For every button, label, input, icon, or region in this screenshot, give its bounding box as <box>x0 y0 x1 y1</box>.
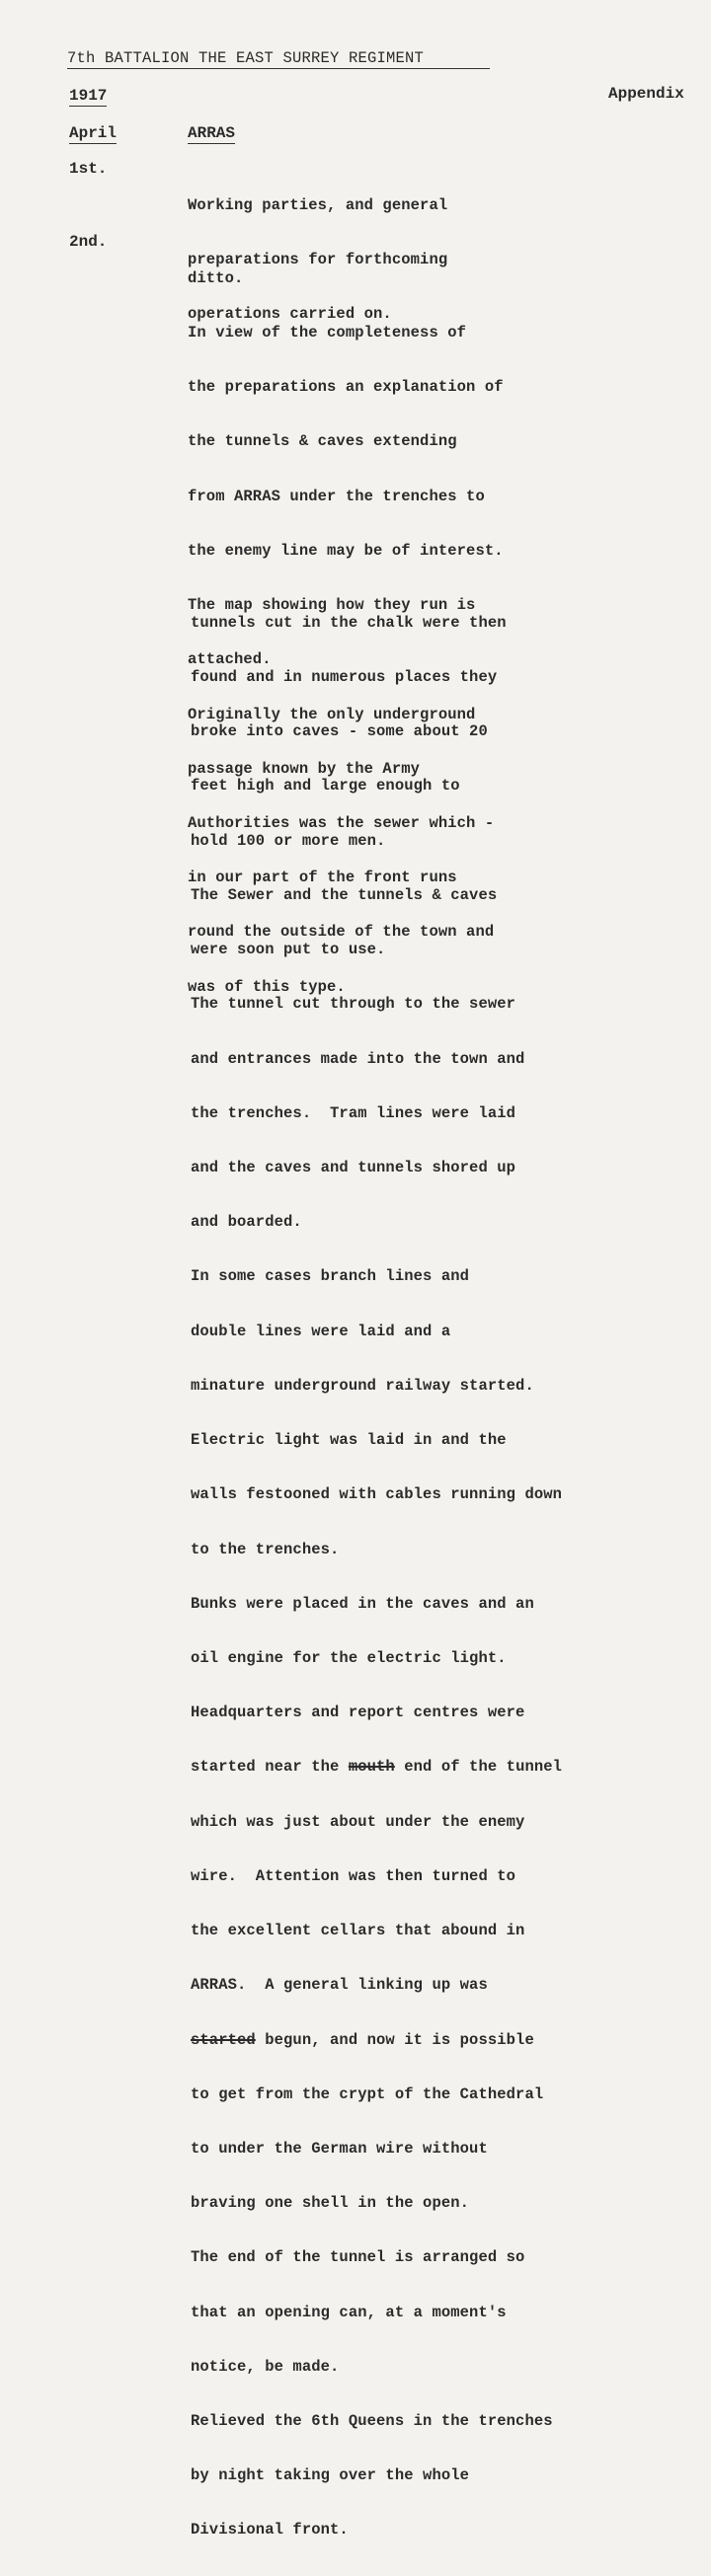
entry-line: was of this type. <box>188 977 346 996</box>
entry-line: the excellent cellars that abound in <box>191 1922 525 1940</box>
struck-line-after: end of the tunnel <box>394 1758 563 1777</box>
entry-line: ARRAS. A general linking up was <box>191 1976 488 1995</box>
struck-word: started <box>191 2030 256 2049</box>
entry-line: attached. <box>188 650 272 669</box>
entry-line: the enemy line may be of interest. <box>188 541 504 560</box>
entry-line: walls festooned with cables running down <box>191 1485 563 1504</box>
entry-date-2: 2nd. <box>69 233 108 251</box>
appendix-label: Appendix <box>608 85 684 103</box>
entry-line: Authorities was the sewer which - <box>188 814 495 832</box>
entry-line: In some cases branch lines and <box>191 1267 470 1286</box>
entry-line: passage known by the Army <box>188 759 421 778</box>
entry-line: to under the German wire without <box>191 2139 488 2158</box>
entry-line: Originally the only underground <box>188 705 476 723</box>
entry-line: Headquarters and report centres were <box>191 1704 525 1722</box>
entry-line: In view of the completeness of <box>188 324 467 342</box>
entry-line: Divisional front. <box>191 2521 349 2539</box>
continuation-text <box>191 577 562 2576</box>
entry-line: and boarded. <box>191 1213 302 1232</box>
entry-line: The end of the tunnel is arranged so <box>191 2248 525 2267</box>
entry-line: operations carried on. <box>188 305 392 324</box>
entry-line: Electric light was laid in and the <box>191 1431 507 1450</box>
entry-line: ditto. <box>188 268 244 287</box>
entry-line: and the caves and tunnels shored up <box>191 1159 516 1176</box>
entry-line: the trenches. Tram lines were laid <box>191 1103 516 1122</box>
struck-line-after: begun, and now it is possible <box>255 2030 534 2049</box>
entry-line: to get from the crypt of the Cathedral <box>191 2084 544 2103</box>
entry-line: oil engine for the electric light. <box>191 1648 507 1667</box>
struck-line <box>191 1758 562 1776</box>
entry-line: preparations for forthcoming <box>188 251 448 269</box>
entry-line: hold 100 or more men. <box>191 831 386 850</box>
entry-line: The map showing how they run is <box>188 596 476 615</box>
entry-line: minature underground railway started. <box>191 1376 534 1395</box>
entry-date-1: 1st. <box>69 160 108 178</box>
entry-line: in our part of the front runs <box>188 869 457 887</box>
entry-line: found and in numerous places they <box>191 668 498 687</box>
entry-line: feet high and large enough to <box>191 777 460 796</box>
struck-line <box>191 2031 562 2049</box>
entry-line: braving one shell in the open. <box>191 2194 470 2213</box>
entry-line: tunnels cut in the chalk were then <box>191 613 507 632</box>
entry-line: and entrances made into the town and <box>191 1049 525 1068</box>
entry-line: broke into caves - some about 20 <box>191 722 488 741</box>
entry-line: the preparations an explanation of <box>188 378 504 397</box>
entry-line: the tunnels & caves extending <box>188 432 457 451</box>
entry-line: Bunks were placed in the caves and an <box>191 1594 534 1613</box>
entry-line: which was just about under the enemy <box>191 1812 525 1831</box>
entry-line: notice, be made. <box>191 2357 340 2376</box>
month-heading: April <box>69 124 118 142</box>
entry-line: wire. Attention was then turned to <box>191 1866 516 1885</box>
entry-line: by night taking over the whole <box>191 2466 470 2485</box>
entry-line: Relieved the 6th Queens in the trenches <box>191 2412 553 2431</box>
struck-word: mouth <box>348 1758 395 1777</box>
entry-line: double lines were laid and a <box>191 1322 451 1340</box>
entry-line: were soon put to use. <box>191 941 386 959</box>
entry-line: Working parties, and general <box>188 195 448 214</box>
entry-line: to the trenches. <box>191 1540 340 1558</box>
entry-line: round the outside of the town and <box>188 923 495 942</box>
entry-line: from ARRAS under the trenches to <box>188 487 485 505</box>
battalion-title: 7th BATTALION THE EAST SURREY REGIMENT <box>67 49 490 69</box>
year-heading: 1917 <box>69 87 108 105</box>
entry-line: that an opening can, at a moment's <box>191 2303 507 2321</box>
struck-line-before: started near the <box>191 1758 349 1777</box>
entry-line: The Sewer and the tunnels & caves <box>191 885 498 904</box>
entry-line: The tunnel cut through to the sewer <box>191 995 516 1014</box>
place-heading: ARRAS <box>188 124 236 142</box>
